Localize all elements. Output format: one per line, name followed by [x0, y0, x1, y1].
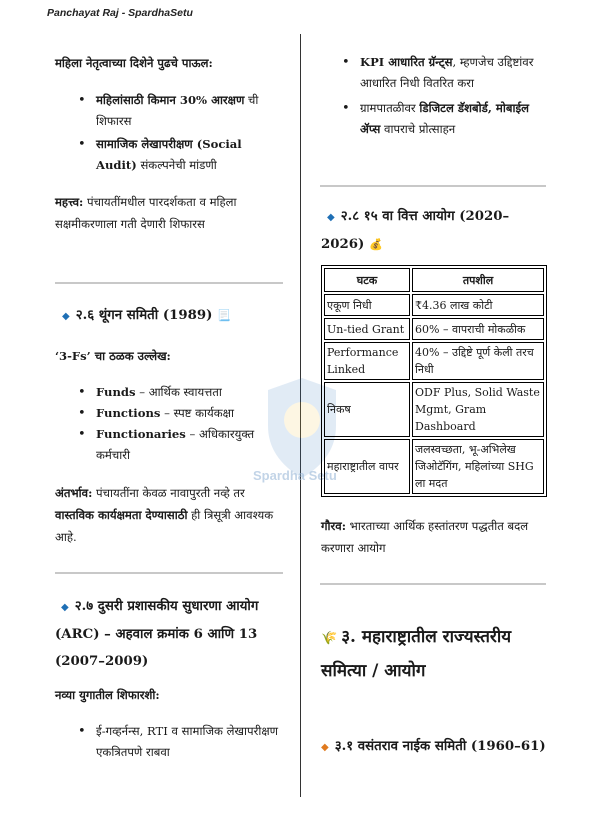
importance-note: महत्त्व: पंचायतींमधील पारदर्शकता व महिला सक्षमीकरणाला गती देणारी शिफारस	[55, 195, 237, 231]
intro-bullet-list	[96, 90, 286, 176]
diamond-icon: ◆	[61, 602, 69, 613]
list-item: • Funds – आर्थिक स्वायत्तता	[96, 382, 286, 403]
section-2-7-heading: ◆ २.७ दुसरी प्रशासकीय सुधारणा आयोग (ARC) – अहवाल क्रमांक 6 आणि 13 (2007–2009)	[55, 599, 259, 669]
table-cell: महाराष्ट्रातील वापर	[324, 439, 410, 494]
three-fs-list	[96, 382, 286, 466]
table-row	[324, 382, 544, 437]
table-cell: एकूण निधी	[324, 294, 410, 316]
section-3-1-heading: ◆ ३.१ वसंतराव नाईक समिती (1960–61)	[321, 739, 546, 754]
list-item: • ग्रामपातळीवर डिजिटल डॅशबोर्ड, मोबाईल ॲप्स वापराचे प्रोत्साहन	[360, 98, 550, 140]
watermark-text: Spardha Setu	[253, 468, 337, 483]
diamond-icon: ◆	[321, 742, 329, 753]
table-cell: ODF Plus, Solid Waste Mgmt, Gram Dashboard	[412, 382, 544, 437]
wheat-icon: 🌾	[321, 631, 338, 646]
table-cell: निकष	[324, 382, 410, 437]
list-item: • महिलांसाठी किमान 30% आरक्षण ची शिफारस	[96, 90, 286, 132]
diamond-icon: ◆	[327, 212, 335, 223]
finance-commission-table	[321, 265, 547, 497]
table-header-row	[324, 268, 544, 292]
table-row	[324, 318, 544, 340]
document-icon: 📃	[217, 309, 231, 322]
table-cell: 40% – उद्दिष्टे पूर्ण केली तरच निधी	[412, 342, 544, 380]
table-row	[324, 342, 544, 380]
table-header: तपशील	[412, 268, 544, 292]
insight-note: अंतर्भाव: पंचायतींना केवळ नावापुरती नव्हे तर वास्तविक कार्यक्षमता देण्यासाठी ही त्रिसूत्री आवश्यक आहे.	[55, 486, 274, 544]
pride-note: गौरव: भारताच्या आर्थिक हस्तांतरण पद्धतीत बदल करणारा आयोग	[321, 519, 529, 555]
table-header: घटक	[324, 268, 410, 292]
chapter-3-heading: 🌾 ३. महाराष्ट्रातील राज्यस्तरीय समित्या / आयोग	[321, 627, 512, 681]
section-2-6-subheading: ‘3-Fs’ चा ठळक उल्लेख:	[55, 349, 171, 363]
arc-recommendation-list	[96, 721, 286, 763]
section-2-8-heading: ◆ २.८ १५ वा वित्त आयोग (2020–2026) 💰	[321, 209, 510, 252]
money-bag-icon: 💰	[368, 238, 383, 251]
intro-heading: महिला नेतृत्वाच्या दिशेने पुढचे पाऊल:	[55, 56, 213, 70]
section-divider	[320, 185, 546, 187]
table-cell: जलस्वच्छता, भू-अभिलेख जिओटॅगिंग, महिलांच्या SHG ला मदत	[412, 439, 544, 494]
table-row	[324, 294, 544, 316]
diamond-icon: ◆	[62, 311, 70, 322]
table-cell: Performance Linked	[324, 342, 410, 380]
list-item: • KPI आधारित ग्रॅन्ट्स, म्हणजेच उद्दिष्टांवर आधारित निधी वितरित करा	[360, 52, 550, 94]
table-cell: 60% – वापराची मोकळीक	[412, 318, 544, 340]
table-cell: ₹4.36 लाख कोटी	[412, 294, 544, 316]
section-2-7-subheading: नव्या युगातील शिफारशी:	[55, 688, 160, 702]
table-cell: Un-tied Grant	[324, 318, 410, 340]
list-item: • Functions – स्पष्ट कार्यकक्षा	[96, 403, 286, 424]
section-divider	[55, 572, 283, 574]
table-row	[324, 439, 544, 494]
list-item: • Functionaries – अधिकारयुक्त कर्मचारी	[96, 424, 286, 466]
running-header: Panchayat Raj - SpardhaSetu	[47, 7, 193, 19]
list-item: • ई-गव्हर्नन्स, RTI व सामाजिक लेखापरीक्षण एकत्रितपणे राबवा	[96, 721, 286, 763]
section-divider	[320, 583, 546, 585]
section-divider	[55, 282, 283, 284]
list-item: • सामाजिक लेखापरीक्षण (Social Audit) संकल्पनेची मांडणी	[96, 134, 286, 176]
section-2-6-heading: ◆ २.६ थूंगन समिती (1989) 📃	[62, 308, 231, 323]
top-bullet-list	[360, 52, 550, 140]
